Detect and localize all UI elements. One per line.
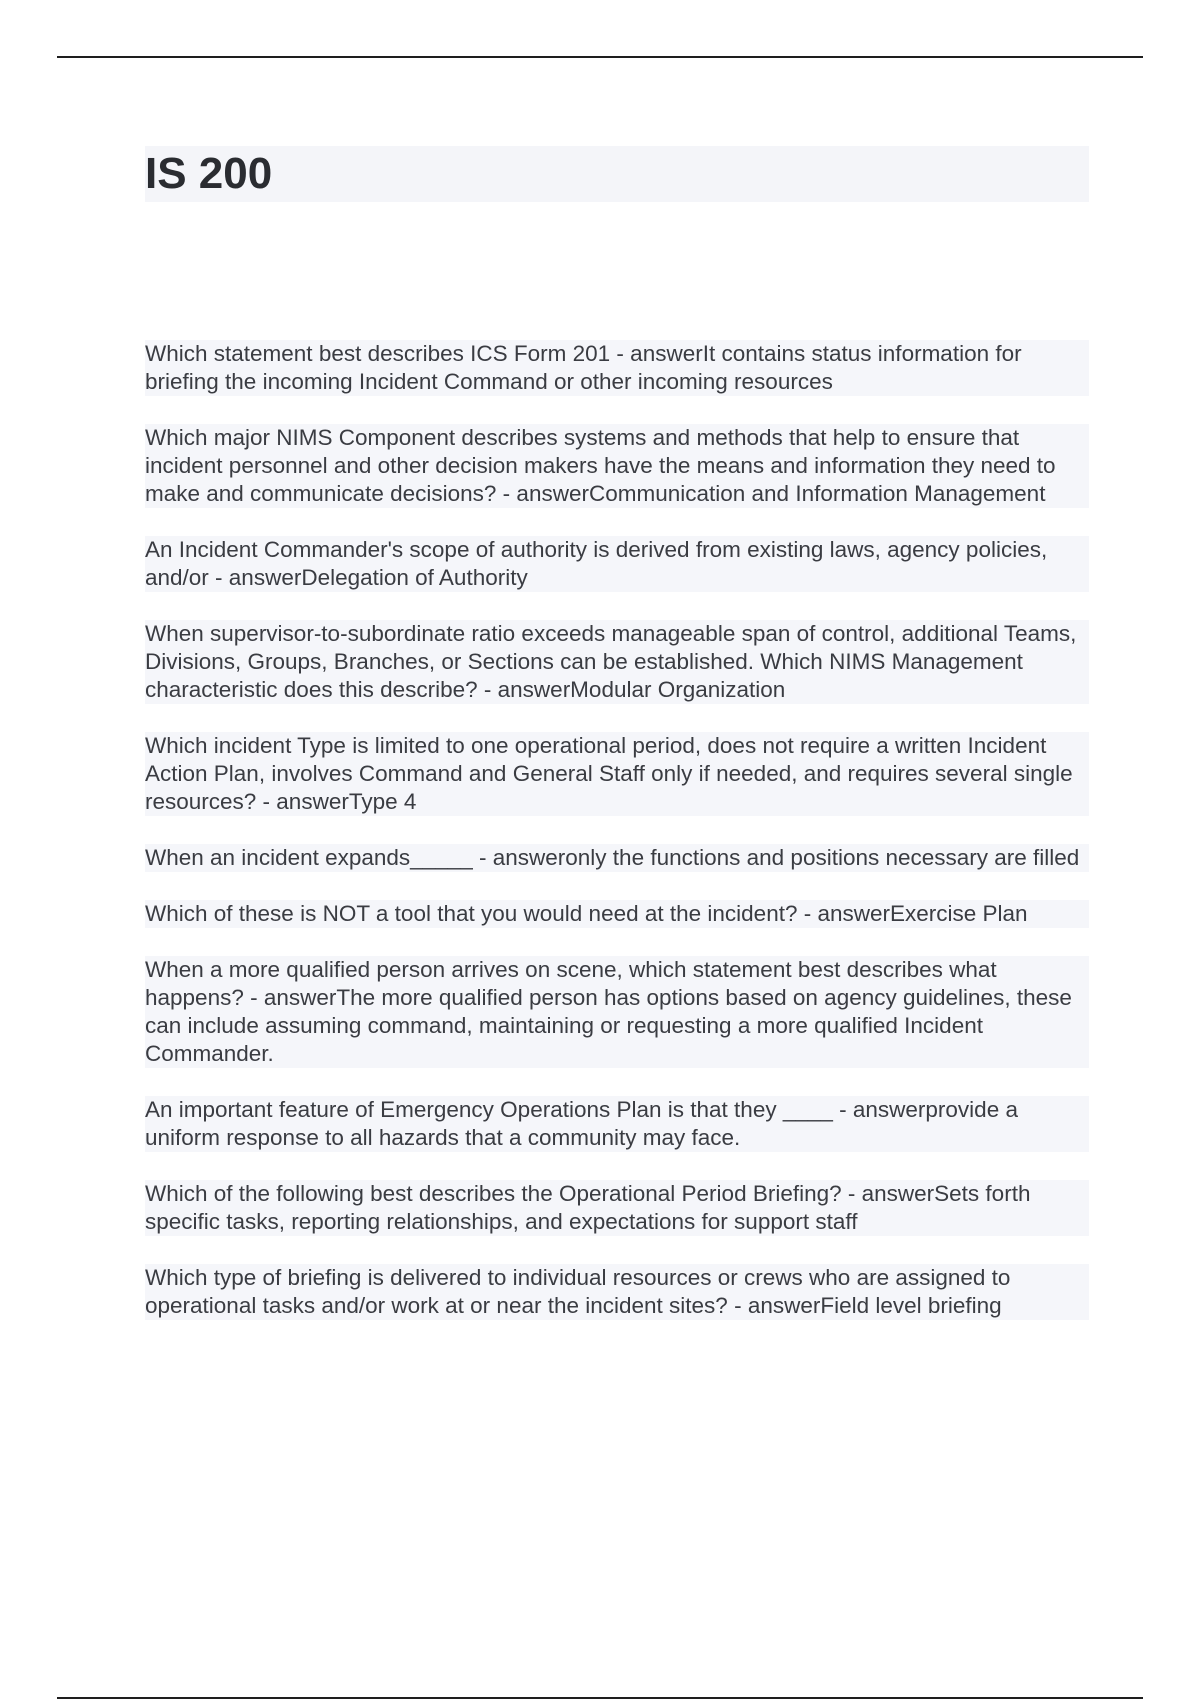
qa-item: Which statement best describes ICS Form 201 - answerIt contains status information for briefing the incoming Incident Command or other incoming resources — [145, 340, 1089, 396]
qa-item: Which major NIMS Component describes systems and methods that help to ensure that incident personnel and other decision makers have the means and information they need to make and communicate decisions? - answerCommunication and Information Management — [145, 424, 1089, 508]
qa-item: An Incident Commander's scope of authority is derived from existing laws, agency policies, and/or - answerDelegation of Authority — [145, 536, 1089, 592]
qa-item: Which of these is NOT a tool that you would need at the incident? - answerExercise Plan — [145, 900, 1089, 928]
qa-item: Which of the following best describes the Operational Period Briefing? - answerSets forth specific tasks, reporting relationships, and expectations for support staff — [145, 1180, 1089, 1236]
qa-item: When a more qualified person arrives on scene, which statement best describes what happens? - answerThe more qualified person has options based on agency guidelines, these can include assuming command, maintaining or requesting a more qualified Incident Commander. — [145, 956, 1089, 1068]
top-rule — [57, 56, 1143, 58]
bottom-rule — [57, 1697, 1143, 1699]
qa-list — [145, 340, 1089, 1348]
qa-item: When an incident expands_____ - answeronly the functions and positions necessary are filled — [145, 844, 1089, 872]
page-title: IS 200 — [145, 149, 273, 198]
qa-item: An important feature of Emergency Operations Plan is that they ____ - answerprovide a uniform response to all hazards that a community may face. — [145, 1096, 1089, 1152]
qa-item: Which incident Type is limited to one operational period, does not require a written Incident Action Plan, involves Command and General Staff only if needed, and requires several single resources? - answerType 4 — [145, 732, 1089, 816]
qa-item: When supervisor-to-subordinate ratio exceeds manageable span of control, additional Teams, Divisions, Groups, Branches, or Sections can be established. Which NIMS Management characteristic does this describe? - answerModular Organization — [145, 620, 1089, 704]
title-block — [145, 146, 1089, 202]
qa-item: Which type of briefing is delivered to individual resources or crews who are assigned to operational tasks and/or work at or near the incident sites? - answerField level briefing — [145, 1264, 1089, 1320]
